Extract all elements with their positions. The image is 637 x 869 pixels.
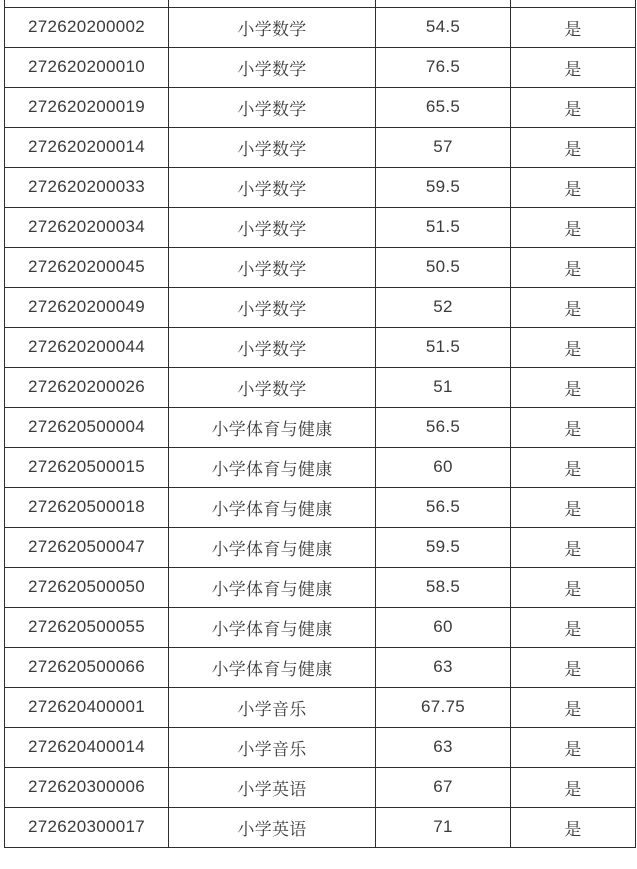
cell-candidate-id: 272620200045 [5, 247, 169, 287]
cell-subject: 小学数学 [169, 287, 376, 327]
cell-subject: 小学数学 [169, 207, 376, 247]
cell-score: 63 [376, 727, 511, 767]
table-row [5, 767, 636, 807]
cell-score: 71 [376, 807, 511, 847]
cell-subject: 小学体育与健康 [169, 647, 376, 687]
cell-score: 65.5 [376, 87, 511, 127]
cell-score: 54.5 [376, 7, 511, 47]
table-row [5, 487, 636, 527]
cell-qualified: 是 [511, 47, 636, 87]
cell-candidate-id: 272620500018 [5, 487, 169, 527]
table-row [5, 727, 636, 767]
table-row [5, 247, 636, 287]
cell-subject: 小学数学 [169, 127, 376, 167]
table-row [5, 367, 636, 407]
exam-results-table [4, 0, 636, 848]
cell-score: 67 [376, 767, 511, 807]
cell-subject: 小学英语 [169, 807, 376, 847]
cell-subject: 小学数学 [169, 247, 376, 287]
cell-candidate-id: 272620200019 [5, 87, 169, 127]
cell-score: 76.5 [376, 47, 511, 87]
table-row [5, 407, 636, 447]
cell-qualified: 是 [511, 247, 636, 287]
cell-qualified: 是 [511, 487, 636, 527]
cell-subject: 小学体育与健康 [169, 527, 376, 567]
cell-candidate-id: 272620200014 [5, 127, 169, 167]
cut-off-cell [376, 0, 511, 7]
cell-candidate-id: 272620500004 [5, 407, 169, 447]
cell-score: 60 [376, 607, 511, 647]
table-row [5, 207, 636, 247]
cell-qualified: 是 [511, 87, 636, 127]
cell-candidate-id: 272620200026 [5, 367, 169, 407]
table-row [5, 127, 636, 167]
cell-candidate-id: 272620500047 [5, 527, 169, 567]
cell-qualified: 是 [511, 607, 636, 647]
cell-subject: 小学数学 [169, 327, 376, 367]
table-row [5, 687, 636, 727]
cell-candidate-id: 272620500050 [5, 567, 169, 607]
cell-subject: 小学数学 [169, 7, 376, 47]
cell-score: 51 [376, 367, 511, 407]
cell-candidate-id: 272620300006 [5, 767, 169, 807]
cell-qualified: 是 [511, 567, 636, 607]
cell-candidate-id: 272620500055 [5, 607, 169, 647]
cell-qualified: 是 [511, 327, 636, 367]
cell-subject: 小学体育与健康 [169, 567, 376, 607]
cell-score: 57 [376, 127, 511, 167]
cell-subject: 小学数学 [169, 87, 376, 127]
cell-score: 51.5 [376, 207, 511, 247]
cell-subject: 小学体育与健康 [169, 447, 376, 487]
cell-score: 56.5 [376, 407, 511, 447]
table-row [5, 327, 636, 367]
table-body [5, 0, 636, 847]
cell-score: 63 [376, 647, 511, 687]
cell-candidate-id: 272620400001 [5, 687, 169, 727]
table-row [5, 87, 636, 127]
cut-off-cell [5, 0, 169, 7]
cell-qualified: 是 [511, 727, 636, 767]
cell-score: 59.5 [376, 167, 511, 207]
cut-off-row [5, 0, 636, 7]
cell-qualified: 是 [511, 167, 636, 207]
cell-qualified: 是 [511, 407, 636, 447]
cell-candidate-id: 272620500066 [5, 647, 169, 687]
cell-candidate-id: 272620400014 [5, 727, 169, 767]
cell-score: 59.5 [376, 527, 511, 567]
cell-candidate-id: 272620300017 [5, 807, 169, 847]
cell-candidate-id: 272620200034 [5, 207, 169, 247]
cell-qualified: 是 [511, 127, 636, 167]
table-row [5, 607, 636, 647]
cell-qualified: 是 [511, 687, 636, 727]
cell-subject: 小学音乐 [169, 687, 376, 727]
cell-score: 50.5 [376, 247, 511, 287]
cell-subject: 小学数学 [169, 167, 376, 207]
cut-off-cell [511, 0, 636, 7]
cell-qualified: 是 [511, 527, 636, 567]
cell-qualified: 是 [511, 7, 636, 47]
table-row [5, 567, 636, 607]
cell-qualified: 是 [511, 767, 636, 807]
cell-score: 51.5 [376, 327, 511, 367]
cell-subject: 小学体育与健康 [169, 407, 376, 447]
table-row [5, 447, 636, 487]
table-row [5, 7, 636, 47]
cell-candidate-id: 272620200044 [5, 327, 169, 367]
cell-candidate-id: 272620200002 [5, 7, 169, 47]
table-row [5, 527, 636, 567]
cell-qualified: 是 [511, 367, 636, 407]
table-row [5, 47, 636, 87]
cell-qualified: 是 [511, 647, 636, 687]
cell-subject: 小学数学 [169, 367, 376, 407]
cell-candidate-id: 272620200033 [5, 167, 169, 207]
cell-candidate-id: 272620200049 [5, 287, 169, 327]
cell-score: 58.5 [376, 567, 511, 607]
cell-qualified: 是 [511, 447, 636, 487]
cell-qualified: 是 [511, 807, 636, 847]
table-row [5, 167, 636, 207]
table-row [5, 807, 636, 847]
table-row [5, 647, 636, 687]
cell-subject: 小学音乐 [169, 727, 376, 767]
cell-qualified: 是 [511, 287, 636, 327]
cell-candidate-id: 272620200010 [5, 47, 169, 87]
cell-subject: 小学英语 [169, 767, 376, 807]
cell-score: 67.75 [376, 687, 511, 727]
cell-candidate-id: 272620500015 [5, 447, 169, 487]
cell-qualified: 是 [511, 207, 636, 247]
cell-score: 60 [376, 447, 511, 487]
cell-subject: 小学体育与健康 [169, 487, 376, 527]
cell-score: 52 [376, 287, 511, 327]
cell-subject: 小学数学 [169, 47, 376, 87]
table-row [5, 287, 636, 327]
cut-off-cell [169, 0, 376, 7]
cell-subject: 小学体育与健康 [169, 607, 376, 647]
cell-score: 56.5 [376, 487, 511, 527]
